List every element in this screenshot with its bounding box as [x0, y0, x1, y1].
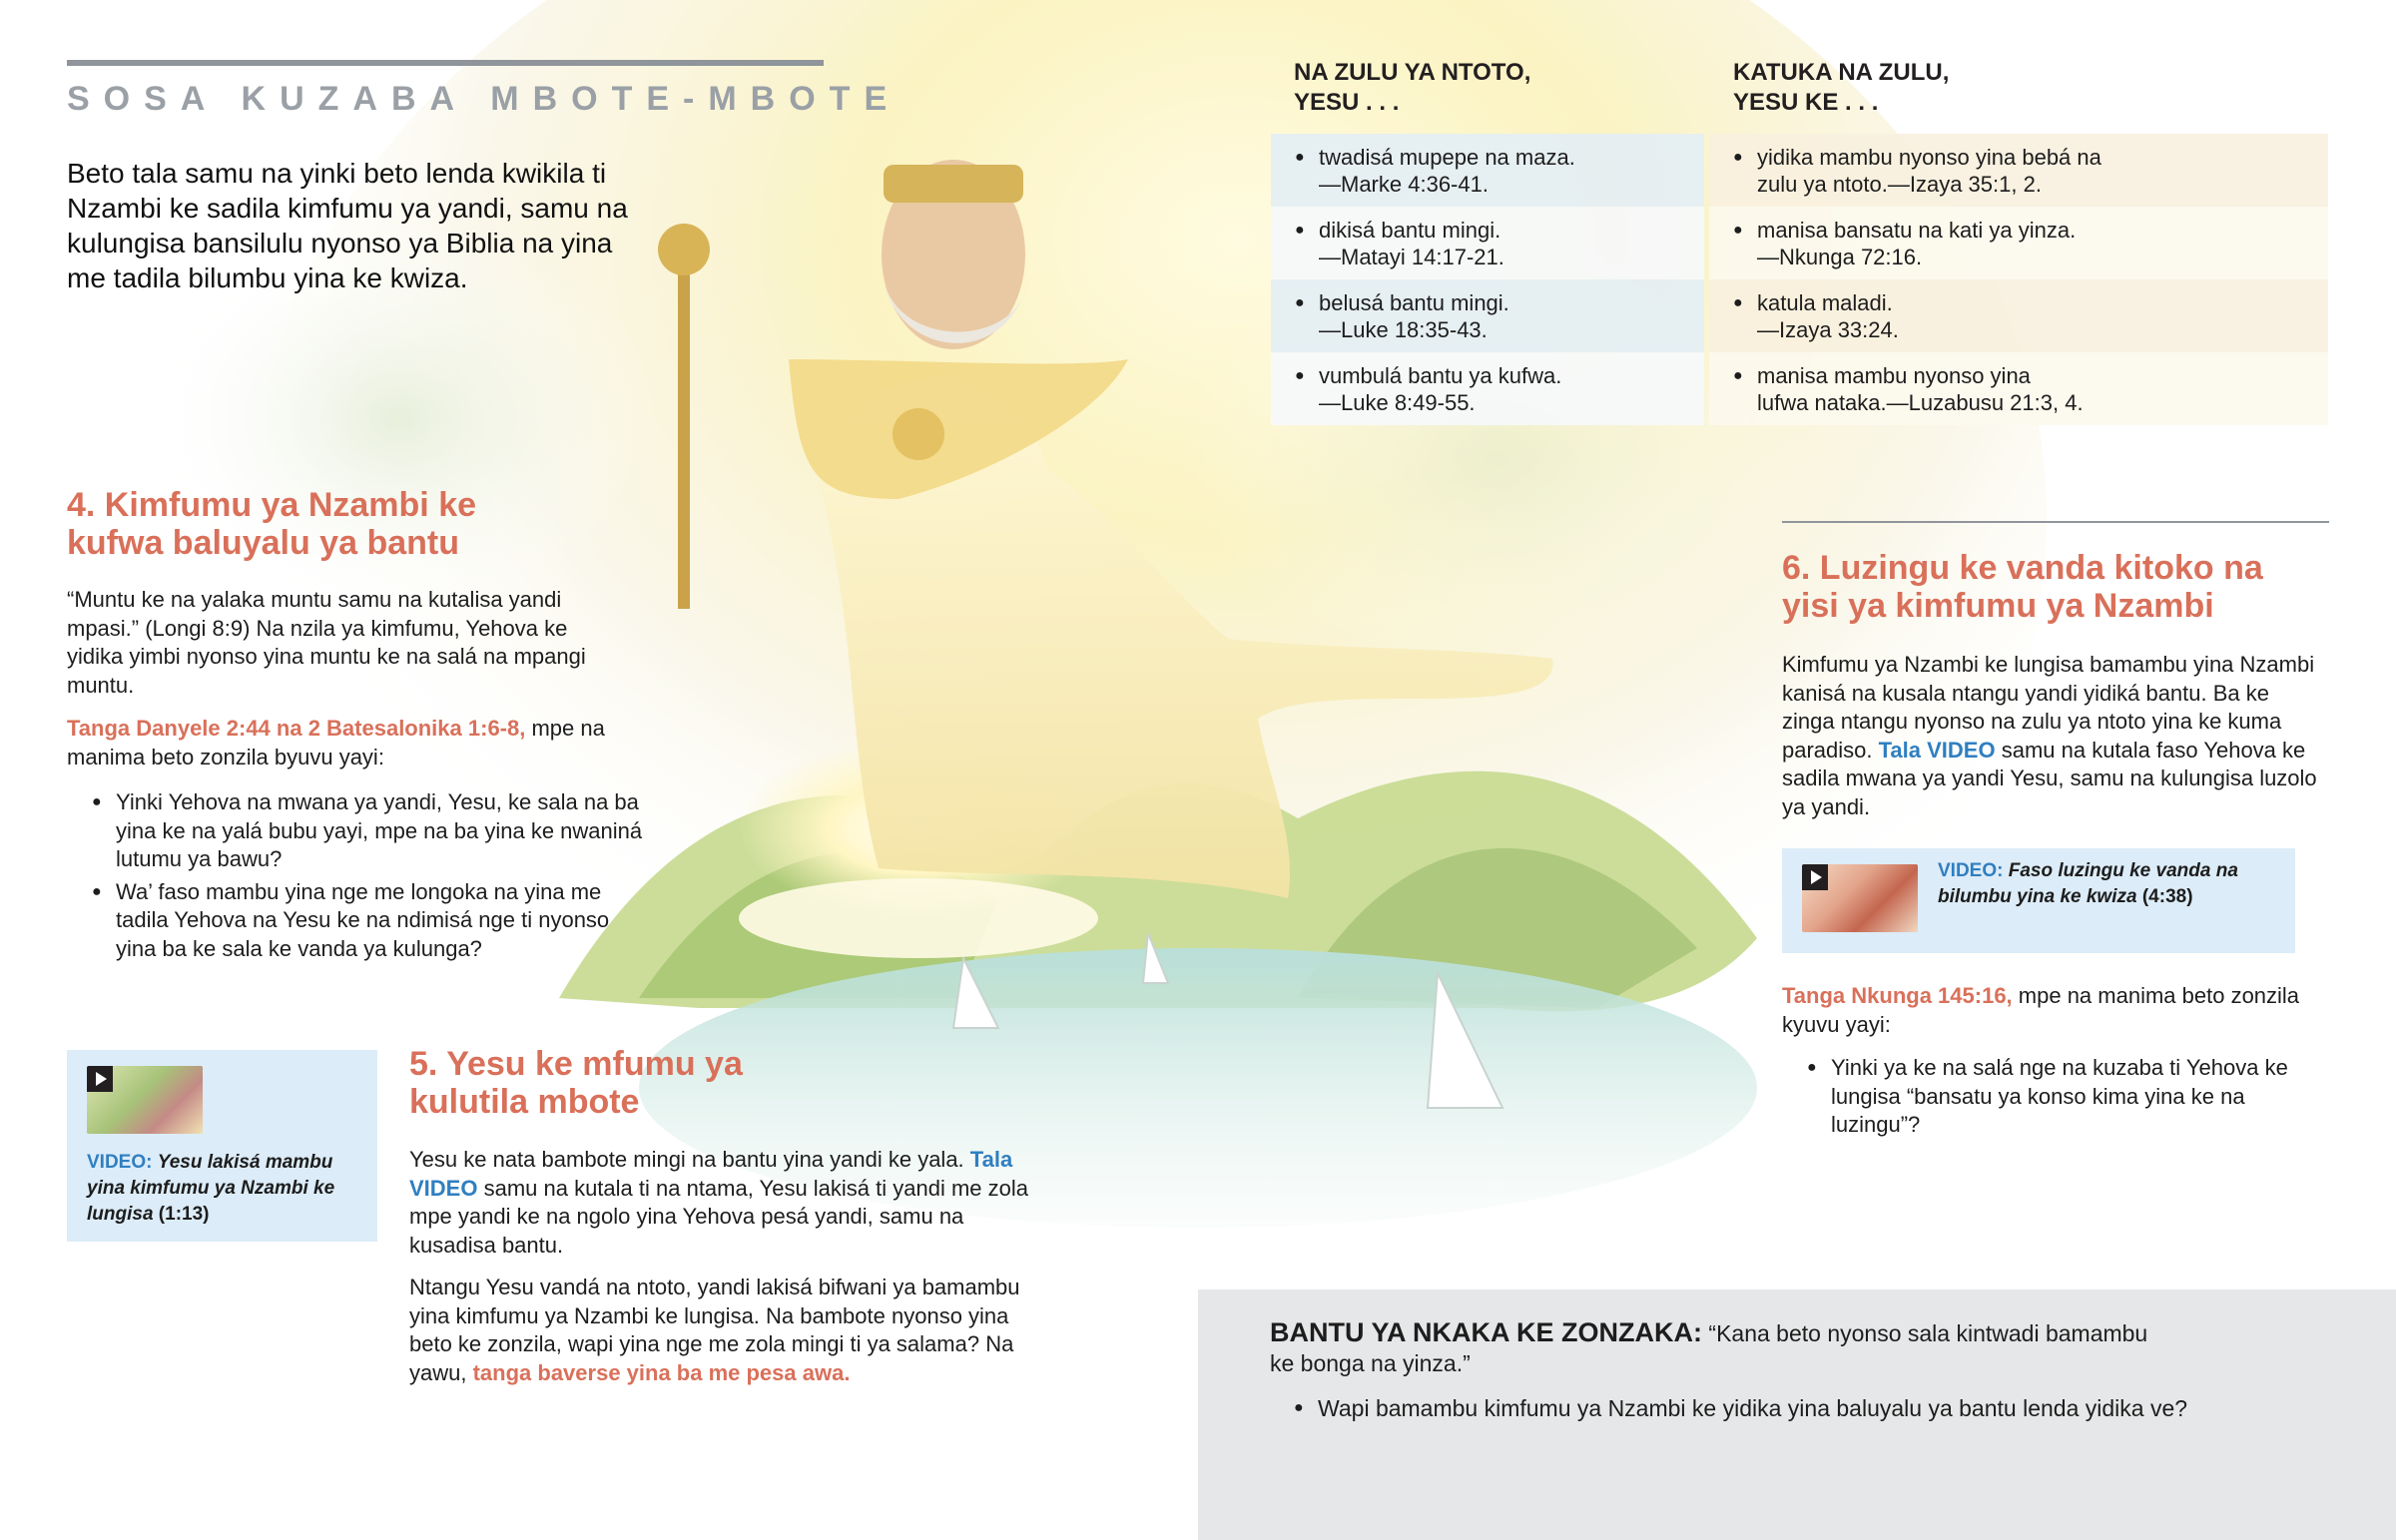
section5-p1-pre: Yesu ke nata bambote mingi na bantu yina yandi ke yala. — [409, 1147, 970, 1172]
video-caption — [87, 1150, 346, 1228]
section4-read-link[interactable]: Tanga Danyele 2:44 na 2 Batesalonika 1:6-8, — [67, 716, 526, 741]
table-row — [1271, 352, 1704, 425]
section4-read-rest: mpe na manima beto zonzila byuvu yayi: — [67, 716, 605, 770]
video-duration: (1:13) — [158, 1204, 210, 1225]
table-header-line: YESU KE . . . — [1733, 89, 1879, 116]
table-cell-line: ● yidika mambu nyonso yina bebá na — [1757, 145, 2101, 170]
table-row — [1709, 279, 2328, 352]
video-title: Yesu lakisá mambu yina kimfumu ya Nzambi ke lungisa — [87, 1152, 335, 1225]
list-item: ● Wa’ faso mambu yina nge me longoka na yina me tadila Yehova na Yesu ke na ndimisá nge ti nyonso yina ba ke sala ke vanda ya kulunga? — [92, 878, 651, 964]
section4-heading: 4. Kimfumu ya Nzambi ke kufwa baluyalu ya bantu — [67, 486, 477, 562]
play-icon[interactable] — [1802, 864, 1828, 890]
read-verses-link[interactable]: tanga baverse yina ba me pesa awa. — [472, 1359, 851, 1385]
video-label: VIDEO: — [87, 1152, 153, 1173]
table-cell-line: ● twadisá mupepe na maza. — [1319, 145, 1575, 170]
table-cell-line: ● manisa bansatu na kati ya yinza. — [1757, 218, 2077, 243]
video-caption — [1938, 858, 2277, 910]
table-cell-ref: lufwa nataka.—Luzabusu 21:3, 4. — [1757, 390, 2084, 415]
section6-read-link[interactable]: Tanga Nkunga 145:16, — [1782, 983, 2013, 1008]
discussion-questions — [1294, 1390, 2292, 1423]
table-row — [1271, 279, 1704, 352]
table-cell-line: ● belusá bantu mingi. — [1319, 290, 1509, 315]
watch-video-link[interactable]: Tala VIDEO — [409, 1147, 1013, 1201]
section6-questions — [1807, 1050, 2306, 1140]
table-cell-line: ● dikisá bantu mingi. — [1319, 218, 1501, 243]
video-title: Faso luzingu ke vanda na bilumbu yina ke kwiza — [1938, 860, 2238, 907]
table-header-line: NA ZULU YA NTOTO, — [1294, 59, 1531, 86]
table-cell-ref: —Luke 8:49-55. — [1319, 390, 1476, 415]
table-column-left — [1271, 134, 1704, 425]
intro-text: Beto tala samu na yinki beto lenda kwikila ti Nzambi ke sadila kimfumu ya yandi, samu na kulungisa bansilulu nyonso ya Biblia na yina me tadila bilumbu yina ke kwiza. — [67, 158, 628, 293]
watch-video-link[interactable]: Tala VIDEO — [1878, 737, 1996, 763]
section5-paragraph-1 — [409, 1146, 1028, 1260]
table-header-right — [1733, 58, 1949, 118]
discussion-quote: “Kana beto nyonso sala kintwadi bamambu ke bonga na yinza.” — [1270, 1320, 2148, 1376]
section6-read-rest: mpe na manima beto zonzila kyuvu yayi: — [1782, 983, 2300, 1037]
section6-p1-pre: Kimfumu ya Nzambi ke lungisa bamambu yina Nzambi kanisá na kusala ntangu yandi yidiká bantu. Ba ke zinga ntangu nyonso na zulu ya ntoto yina ke kuma paradiso. — [1782, 652, 2315, 763]
list-item: ● Yinki Yehova na mwana ya yandi, Yesu, ke sala na ba yina ke na yalá bubu yayi, mpe na ba yina ke nwaniná lutumu ya bawu? — [92, 788, 651, 874]
section4-questions — [92, 784, 651, 963]
section6-p1-post: samu na kutala faso Yehova ke sadila mwana ya yandi Yesu, samu na kulungisa luzolo ya yandi. — [1782, 737, 2317, 819]
table-cell-ref: —Luke 18:35-43. — [1319, 317, 1488, 342]
intro-rule — [67, 60, 824, 66]
section6-heading: 6. Luzingu ke vanda kitoko na yisi ya kimfumu ya Nzambi — [1782, 549, 2263, 625]
video-label: VIDEO: — [1938, 860, 2004, 881]
list-item: ● Yinki ya ke na salá nge na kuzaba ti Yehova ke lungisa “bansatu ya konso kima yina ke na luzingu”? — [1807, 1054, 2306, 1140]
section6-read-instruction — [1782, 982, 2331, 1039]
list-item: ● Wapi bamambu kimfumu ya Nzambi ke yidika yina baluyalu ya bantu lenda yidika ve? — [1294, 1394, 2292, 1423]
table-cell-ref: zulu ya ntoto.—Izaya 35:1, 2. — [1757, 172, 2042, 197]
discussion-lead: BANTU YA NKAKA KE ZONZAKA: — [1270, 1317, 1703, 1347]
table-row — [1709, 352, 2328, 425]
video-thumbnail[interactable] — [87, 1066, 203, 1134]
section5-p2-pre: Ntangu Yesu vandá na ntoto, yandi lakisá bifwani ya bamambu yina kimfumu ya Nzambi ke lungisa. Na bambote nyonso yina beto ke zonzila, wapi yina nge me zola mingi ti ya salama? Na yawu, — [409, 1275, 1020, 1385]
table-column-right — [1709, 134, 2328, 425]
table-cell-ref: —Marke 4:36-41. — [1319, 172, 1489, 197]
table-row — [1709, 134, 2328, 207]
intro-title: SOSA KUZABA MBOTE-MBOTE — [67, 80, 901, 118]
section6-rule — [1782, 521, 2329, 523]
video-thumbnail[interactable] — [1802, 864, 1918, 932]
section5-paragraph-2 — [409, 1274, 1028, 1387]
video-box-1[interactable] — [67, 1050, 377, 1242]
table-row — [1271, 134, 1704, 207]
section4-quote: “Muntu ke na yalaka muntu samu na kutalisa yandi mpasi.” (Longi 8:9) Na nzila ya kimfumu, Yehova ke yidika yimbi nyonso yina muntu ke na salá na mpangi muntu. — [67, 587, 586, 698]
section5-p1-post: samu na kutala ti na ntama, Yesu lakisá ti yandi me zola mpe yandi ke na ngolo yina Yehova pesá yandi, samu na kusadisa bantu. — [409, 1175, 1029, 1258]
table-cell-ref: —Nkunga 72:16. — [1757, 245, 1923, 269]
section5-heading: 5. Yesu ke mfumu ya kulutila mbote — [409, 1045, 743, 1121]
table-cell-line: ● katula maladi. — [1757, 290, 1893, 315]
play-icon[interactable] — [87, 1066, 113, 1092]
section6-paragraph — [1782, 651, 2321, 821]
section4-read-instruction — [67, 715, 626, 771]
table-header-line: KATUKA NA ZULU, — [1733, 59, 1950, 86]
video-box-2[interactable] — [1782, 848, 2295, 953]
discussion-text — [1270, 1317, 2168, 1378]
table-header-left — [1294, 58, 1530, 118]
table-row — [1271, 207, 1704, 279]
table-cell-line: ● vumbulá bantu ya kufwa. — [1319, 363, 1562, 388]
table-header-line: YESU . . . — [1294, 89, 1400, 116]
table-cell-ref: —Matayi 14:17-21. — [1319, 245, 1504, 269]
table-row — [1709, 207, 2328, 279]
table-cell-ref: —Izaya 33:24. — [1757, 317, 1899, 342]
video-duration: (4:38) — [2141, 886, 2193, 907]
table-cell-line: ● manisa mambu nyonso yina — [1757, 363, 2031, 388]
